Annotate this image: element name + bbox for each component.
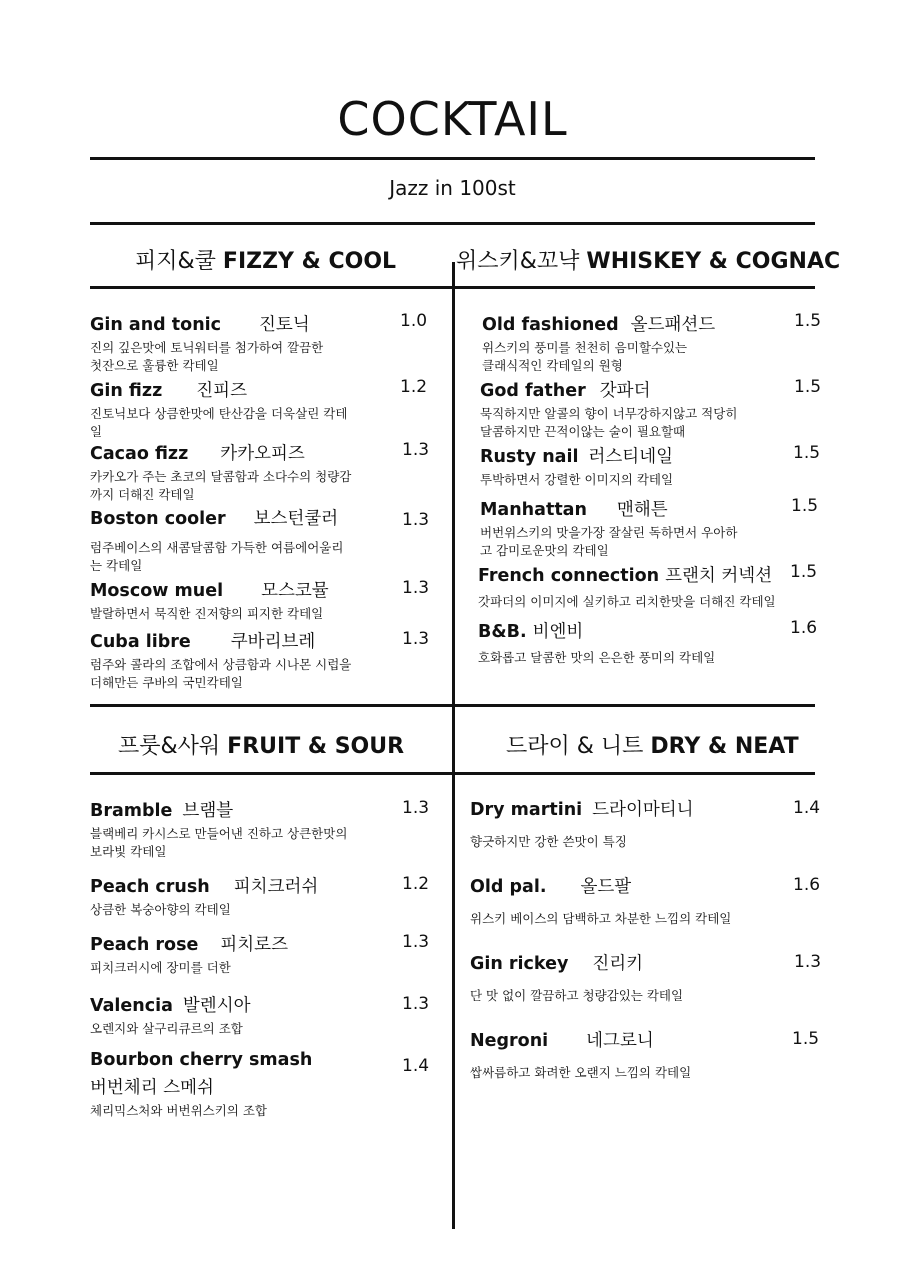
item-name: Gin fizz xyxy=(90,381,163,401)
menu-item xyxy=(480,496,737,560)
item-description: 첫잔으로 훌륭한 칵테일 xyxy=(90,358,219,373)
item-korean-name: 프랜치 커넥션 xyxy=(665,566,773,586)
item-price: 1.5 xyxy=(790,562,818,582)
item-name: Manhattan xyxy=(480,500,587,520)
item-description: 는 칵테일 xyxy=(90,558,143,573)
item-korean-name: 갓파더 xyxy=(599,381,651,401)
item-price: 1.5 xyxy=(792,1029,820,1049)
item-name: Gin rickey xyxy=(470,954,569,974)
item-korean-name: 보스턴쿨러 xyxy=(253,509,339,529)
item-name: Peach crush xyxy=(90,877,210,897)
item-price: 1.6 xyxy=(790,618,818,638)
item-name: Cacao fizz xyxy=(90,444,189,464)
item-price: 1.3 xyxy=(402,510,430,530)
item-price: 1.3 xyxy=(402,440,430,460)
menu-item xyxy=(470,1027,691,1082)
menu-item xyxy=(470,950,683,1005)
divider-middle xyxy=(90,704,815,707)
item-korean-name: 진피즈 xyxy=(196,381,247,401)
item-description: 럼주와 콜라의 조합에서 상큼함과 시나몬 시럽을 xyxy=(90,657,352,672)
menu-item xyxy=(470,796,694,851)
item-description: 럼주베이스의 새콤달콤함 가득한 여름에어울리 xyxy=(90,540,344,555)
item-korean-name: 피치크러쉬 xyxy=(233,877,319,897)
section-title-fizzy: 피지&쿨 FIZZY & COOL xyxy=(135,249,397,274)
item-description: 오렌지와 살구리큐르의 조합 xyxy=(90,1021,243,1036)
center-divider xyxy=(452,262,455,1229)
item-description: 보라빛 칵테일 xyxy=(90,844,167,859)
item-korean-name: 맨해튼 xyxy=(616,500,668,520)
item-description: 단 맛 없이 깔끔하고 청량감있는 칵테일 xyxy=(470,988,684,1003)
item-description: 상큼한 복숭아향의 칵테일 xyxy=(90,902,231,917)
item-description: 클래식적인 칵테일의 원형 xyxy=(482,358,623,373)
item-korean-name: 카카오피즈 xyxy=(220,444,305,464)
item-description: 호화롭고 달콤한 맛의 은은한 풍미의 칵테일 xyxy=(478,650,716,665)
item-description: 투박하면서 강렬한 이미지의 칵테일 xyxy=(480,472,674,487)
item-korean-name: 발렌시아 xyxy=(182,996,251,1016)
item-price: 1.3 xyxy=(402,578,430,598)
item-description: 버번위스키의 맛을가장 잘살린 독하면서 우아하 xyxy=(480,525,738,540)
item-description: 묵직하지만 알콜의 향이 너무강하지않고 적당히 xyxy=(480,406,738,421)
item-price: 1.6 xyxy=(793,875,821,895)
menu-item xyxy=(90,797,347,861)
item-korean-name: 비엔비 xyxy=(532,622,584,642)
item-korean-name: 네그로니 xyxy=(586,1031,654,1051)
item-price: 1.3 xyxy=(402,932,430,952)
item-price: 1.0 xyxy=(400,311,428,331)
item-name: Moscow muel xyxy=(90,581,224,601)
menu-item xyxy=(90,311,323,375)
item-name: Cuba libre xyxy=(90,632,191,652)
item-price: 1.3 xyxy=(794,952,822,972)
item-korean-name: 올드팔 xyxy=(580,877,632,897)
item-price: 1.5 xyxy=(791,496,819,516)
item-description: 카카오가 주는 초코의 달콤함과 소다수의 청량감 xyxy=(90,469,352,484)
item-description: 더해만든 쿠바의 국민칵테일 xyxy=(90,675,243,690)
item-name: Gin and tonic xyxy=(90,315,222,335)
menu-title: COCKTAIL xyxy=(337,92,568,146)
menu-item xyxy=(482,311,715,375)
menu-item xyxy=(90,931,288,977)
divider-subtitle xyxy=(90,222,815,225)
menu-item xyxy=(90,577,329,623)
menu-item xyxy=(480,377,737,441)
item-price: 1.4 xyxy=(402,1056,430,1076)
section-title-fruit: 프룻&사워 FRUIT & SOUR xyxy=(118,734,405,759)
item-description: 갓파더의 이미지에 실키하고 리치한맛을 더해진 칵테일 xyxy=(478,594,776,609)
item-description: 일 xyxy=(90,424,103,439)
item-name: French connection xyxy=(478,566,660,586)
item-description: 진의 깊은맛에 토닉워터를 첨가하여 깔끔한 xyxy=(90,340,324,355)
item-description: 달콤하지만 끈적이않는 술이 필요할때 xyxy=(480,424,686,439)
item-price: 1.5 xyxy=(794,377,822,397)
item-korean-name: 버번체리 스메쉬 xyxy=(90,1078,214,1098)
item-description: 까지 더해진 칵테일 xyxy=(90,487,195,502)
section-title-dry: 드라이 & 니트 DRY & NEAT xyxy=(506,734,799,759)
item-name: Peach rose xyxy=(90,935,199,955)
menu-item xyxy=(90,992,251,1038)
item-price: 1.4 xyxy=(793,798,821,818)
menu-item xyxy=(478,562,776,611)
item-description: 고 감미로운맛의 칵테일 xyxy=(480,543,609,558)
divider-top xyxy=(90,157,815,160)
item-price: 1.3 xyxy=(402,629,430,649)
item-name: Rusty nail xyxy=(480,447,579,467)
item-korean-name: 쿠바리브레 xyxy=(230,632,316,652)
item-name: God father xyxy=(480,381,586,401)
item-name: Dry martini xyxy=(470,800,583,820)
menu-item xyxy=(90,440,351,504)
menu-item xyxy=(470,873,731,928)
item-description: 블랙베리 카시스로 만들어낸 진하고 상큰한맛의 xyxy=(90,826,348,841)
item-price: 1.5 xyxy=(793,443,821,463)
item-description: 향긋하지만 강한 쓴맛이 특징 xyxy=(470,834,627,849)
menu-item xyxy=(90,1050,312,1120)
section-title-whiskey: 위스키&꼬냑 WHISKEY & COGNAC xyxy=(456,249,841,274)
item-korean-name: 드라이마티니 xyxy=(592,800,694,820)
item-description: 피치크러시에 장미를 더한 xyxy=(90,960,231,975)
item-korean-name: 올드패션드 xyxy=(630,315,716,335)
item-price: 1.5 xyxy=(794,311,822,331)
menu-item xyxy=(90,377,347,441)
item-name: Bourbon cherry smash xyxy=(90,1050,313,1070)
item-price: 1.3 xyxy=(402,994,430,1014)
menu-item xyxy=(480,443,673,489)
item-korean-name: 러스티네일 xyxy=(588,447,674,467)
item-name: Negroni xyxy=(470,1031,549,1051)
item-korean-name: 피치로즈 xyxy=(220,935,288,955)
item-name: Old fashioned xyxy=(482,315,619,335)
item-description: 발랄하면서 묵직한 진저향의 피지한 칵테일 xyxy=(90,606,324,621)
item-name: Boston cooler xyxy=(90,509,226,529)
item-name: Valencia xyxy=(90,996,173,1016)
item-name: Old pal. xyxy=(470,877,547,897)
item-price: 1.3 xyxy=(402,798,430,818)
divider-section-bottom xyxy=(90,772,815,775)
item-description: 위스키의 풍미를 천천히 음미할수있는 xyxy=(482,340,688,355)
menu-item xyxy=(90,628,351,692)
item-price: 1.2 xyxy=(400,377,428,397)
item-korean-name: 모스코뮬 xyxy=(261,581,329,601)
menu-item xyxy=(90,505,343,575)
item-korean-name: 진리키 xyxy=(592,954,644,974)
item-price: 1.2 xyxy=(402,874,430,894)
item-korean-name: 브램블 xyxy=(182,801,234,821)
menu-item xyxy=(90,873,318,919)
menu-subtitle: Jazz in 100st xyxy=(389,176,516,200)
item-description: 진토닉보다 상큼한맛에 탄산감을 더욱살린 칵테 xyxy=(90,406,348,421)
item-description: 위스키 베이스의 담백하고 차분한 느낌의 칵테일 xyxy=(470,911,732,926)
item-korean-name: 진토닉 xyxy=(259,315,310,335)
menu-item xyxy=(478,618,715,667)
item-description: 체리믹스처와 버번위스키의 조합 xyxy=(90,1103,267,1118)
item-description: 쌉싸름하고 화려한 오랜지 느낌의 칵테일 xyxy=(470,1065,692,1080)
item-name: B&B. xyxy=(478,622,527,642)
item-name: Bramble xyxy=(90,801,173,821)
